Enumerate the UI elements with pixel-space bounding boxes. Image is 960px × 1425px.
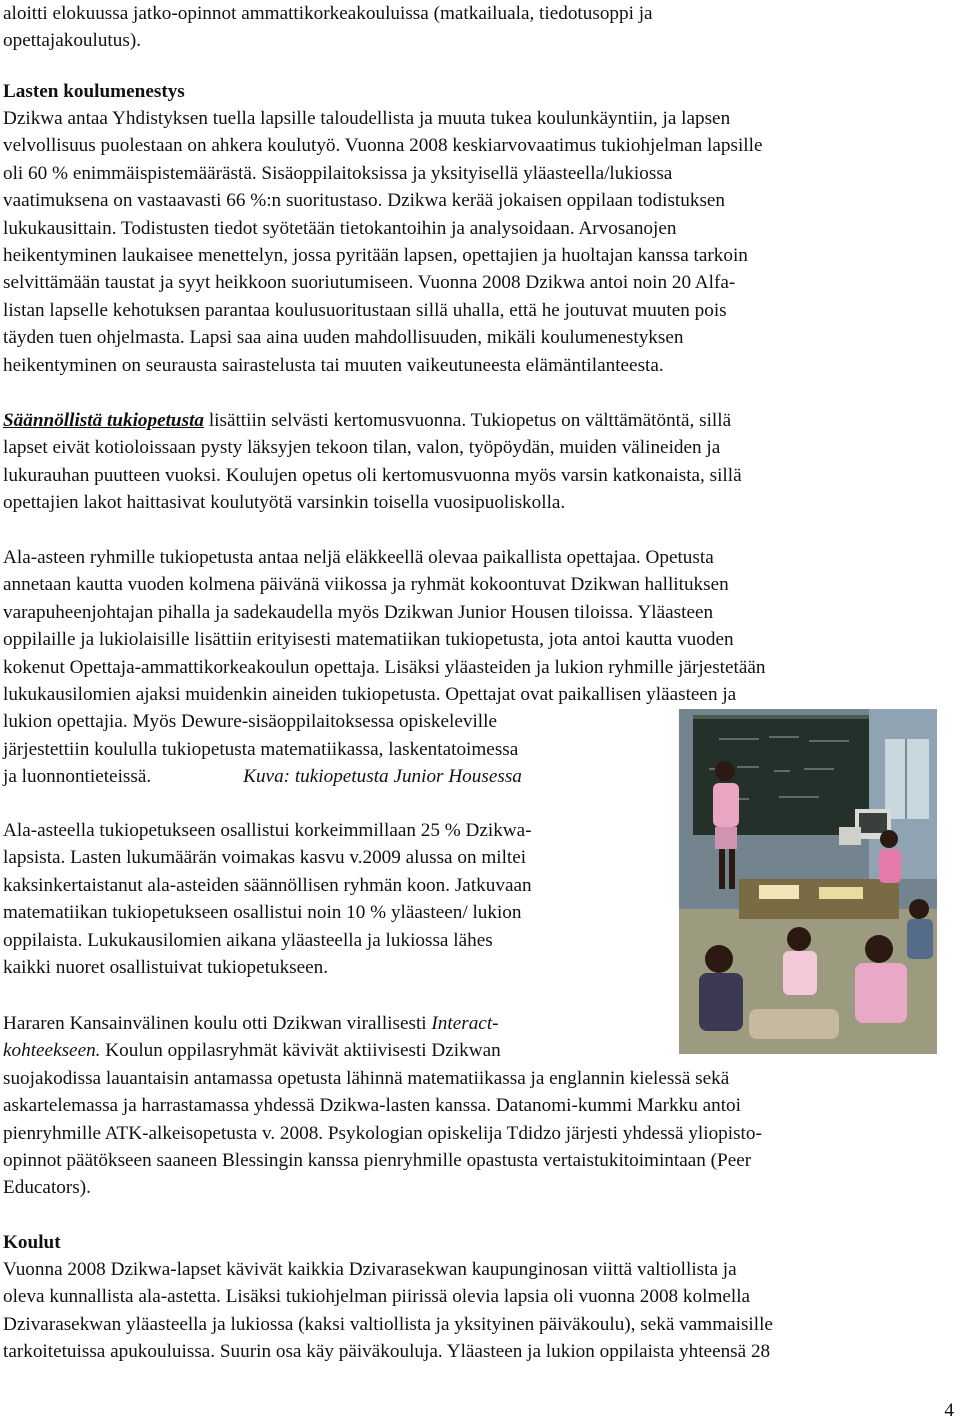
text-line: [3, 763, 765, 790]
paragraph-continuation: [3, 0, 653, 55]
text-line: matematiikan tukiopetukseen osallistui noin 10 % yläasteen/ lukion: [3, 902, 522, 924]
text-line: täyden tuen ohjelmasta. Lapsi saa aina uuden mahdollisuuden, mikäli koulumenestyksen: [3, 327, 684, 349]
page-number: 4: [944, 1400, 954, 1421]
text-run: lisättiin selvästi kertomusvuonna. Tukiopetus on välttämätöntä, sillä: [204, 410, 732, 431]
text-line: opettajien lakot haittasivat koulutyötä varsinkin toisella vuosipuoliskolla.: [3, 492, 566, 514]
text-line: lukukausittain. Todistusten tiedot syötetään tietokantoihin ja analysoidaan. Arvosanojen: [3, 217, 677, 239]
text-line: annetaan kautta vuoden kolmena päivänä viikossa ja ryhmät kokoontuvat Dzikwan hallituksen: [3, 574, 729, 596]
text-line: listan lapselle kehotuksen parantaa koulusuoritustaan sillä uhalla, että he joutuvat muuten pois: [3, 299, 727, 321]
text-line: oleva kunnallista ala-astetta. Lisäksi tukiohjelman piirissä olevia lapsia oli vuonna 2008 kolmella: [3, 1286, 751, 1308]
text-run: Koulun oppilasryhmät kävivät aktiivisesti Dzikwan: [100, 1040, 501, 1062]
text-line: oppilaista. Lukukausilomien aikana yläasteella ja lukiossa lähes: [3, 929, 493, 951]
emphasis-regular-tutoring: Säännöllistä tukiopetusta: [3, 410, 205, 431]
section-heading-school-success: Lasten koulumenestys: [3, 81, 185, 102]
text-line: [3, 1037, 762, 1064]
text-line: järjestettiin koululla tukiopetusta matematiikassa, laskentatoimessa: [3, 738, 519, 760]
text-line: opinnot päätökseen saaneen Blessingin kanssa pienryhmille opastusta vertaistukitoimintaan (Peer: [3, 1149, 752, 1171]
text-line: heikentyminen on seurausta sairastelusta tai muuten vaikeutuneesta elämäntilanteesta.: [3, 354, 664, 376]
text-line: kokenut Opettaja-ammattikorkeakoulun opettaja. Lisäksi yläasteiden ja lukion ryhmille järjestetään: [3, 656, 766, 678]
text-line: [3, 1010, 762, 1037]
text-line: Dzikwa antaa Yhdistyksen tuella lapsille taloudellista ja muuta tukea koulunkäyntiin, ja lapsen: [3, 108, 731, 129]
text-line: vaatimuksena on vastaavasti 66 %:n suoritustaso. Dzikwa kerää jokaisen oppilaan todistuksen: [3, 190, 726, 212]
section-heading-schools: Koulut: [3, 1232, 61, 1253]
paragraph-school-success: [3, 105, 762, 379]
text-line: aloitti elokuussa jatko-opinnot ammattikorkeakouluissa (matkailuala, tiedotusoppi ja: [3, 3, 653, 24]
text-line: tarkoitetuissa apukouluissa. Suurin osa käy päiväkouluja. Yläasteen ja lukion oppilaista yhteensä 28: [3, 1341, 771, 1363]
text-line: pienryhmille ATK-alkeisopetusta v. 2008. Psykologian opiskelija Tdidzo järjesti yhdessä yliopisto-: [3, 1122, 762, 1144]
text-run: Hararen Kansainvälinen koulu otti Dzikwan virallisesti: [3, 1013, 432, 1034]
text-line: Ala-asteella tukiopetukseen osallistui korkeimmillaan 25 % Dzikwa-: [3, 820, 532, 841]
text-line: [3, 407, 742, 434]
tutoring-photo-illustration: [679, 709, 937, 1054]
text-line: oli 60 % enimmäispistemäärästä. Sisäoppilaitoksissa ja yksityisellä yläasteella/lukiossa: [3, 162, 673, 184]
text-line: lukukausilomien ajaksi muidenkin aineiden tukiopetusta. Opettajat ovat paikallisen yläasteen ja: [3, 683, 737, 705]
paragraph-participation: [3, 817, 532, 981]
tutoring-photo: [679, 709, 937, 1054]
text-line: lukion opettajia. Myös Dewure-sisäoppilaitoksessa opiskeleville: [3, 711, 497, 733]
text-line: lapset eivät kotioloissaan pysty läksyjen tekoon tilan, valon, työpöydän, muiden välineiden ja: [3, 437, 721, 459]
text-line: Educators).: [3, 1177, 91, 1199]
paragraph-regular-tutoring: [3, 407, 742, 517]
text-line: opettajakoulutus).: [3, 30, 142, 52]
text-line: heikentyminen laukaisee menettelyn, jossa pyritään lapsen, opettajien ja huoltajan kanssa tarkoin: [3, 244, 748, 266]
text-line: askartelemassa ja harrastamassa yhdessä Dzikwa-lasten kanssa. Datanomi-kummi Markku antoi: [3, 1095, 741, 1117]
text-line: lapsista. Lasten lukumäärän voimakas kasvu v.2009 alussa on miltei: [3, 847, 527, 869]
paragraph-primary-tutoring: [3, 544, 765, 791]
text-run-italic: Interact-: [431, 1013, 499, 1034]
text-run: ja luonnontieteissä.: [3, 766, 152, 788]
text-line: kaikki nuoret osallistuivat tukiopetukseen.: [3, 956, 329, 978]
text-line: varapuheenjohtajan pihalla ja sadekaudella myös Dzikwan Junior Housen tiloissa. Yläasteen: [3, 601, 714, 623]
paragraph-international-school: [3, 1010, 762, 1202]
text-line: velvollisuus puolestaan on ahkera koulutyö. Vuonna 2008 keskiarvovaatimus tukiohjelman lapsille: [3, 135, 763, 157]
text-line: Ala-asteen ryhmille tukiopetusta antaa neljä eläkkeellä olevaa paikallista opettajaa. Opetusta: [3, 547, 714, 568]
text-run-italic: kohteekseen.: [3, 1040, 101, 1062]
text-line: Dzivarasekwan yläasteella ja lukiossa (kaksi valtiollista ja yksityinen päiväkoulu), sekä vammaisille: [3, 1313, 773, 1335]
text-line: suojakodissa lauantaisin antamassa opetusta lähinnä matematiikassa ja englannin kielessä sekä: [3, 1067, 730, 1089]
text-line: Vuonna 2008 Dzikwa-lapset kävivät kaikkia Dzivarasekwan kaupunginosan viittä valtiollista ja: [3, 1259, 737, 1280]
text-line: oppilaille ja lukiolaisille lisättiin erityisesti matematiikan tukiopetusta, jota antoi kautta vuoden: [3, 629, 734, 651]
text-line: selvittämään taustat ja syyt heikkoon suoriutumiseen. Vuonna 2008 Dzikwa antoi noin 20 Alfa-: [3, 272, 736, 294]
text-line: kaksinkertaistanut ala-asteiden säännöllisen ryhmän koon. Jatkuvaan: [3, 874, 532, 896]
photo-caption: Kuva: tukiopetusta Junior Housessa: [243, 766, 522, 788]
text-line: lukurauhan puutteen vuoksi. Koulujen opetus oli kertomusvuonna myös varsin katkonaista, sillä: [3, 464, 742, 486]
paragraph-schools: [3, 1256, 773, 1366]
